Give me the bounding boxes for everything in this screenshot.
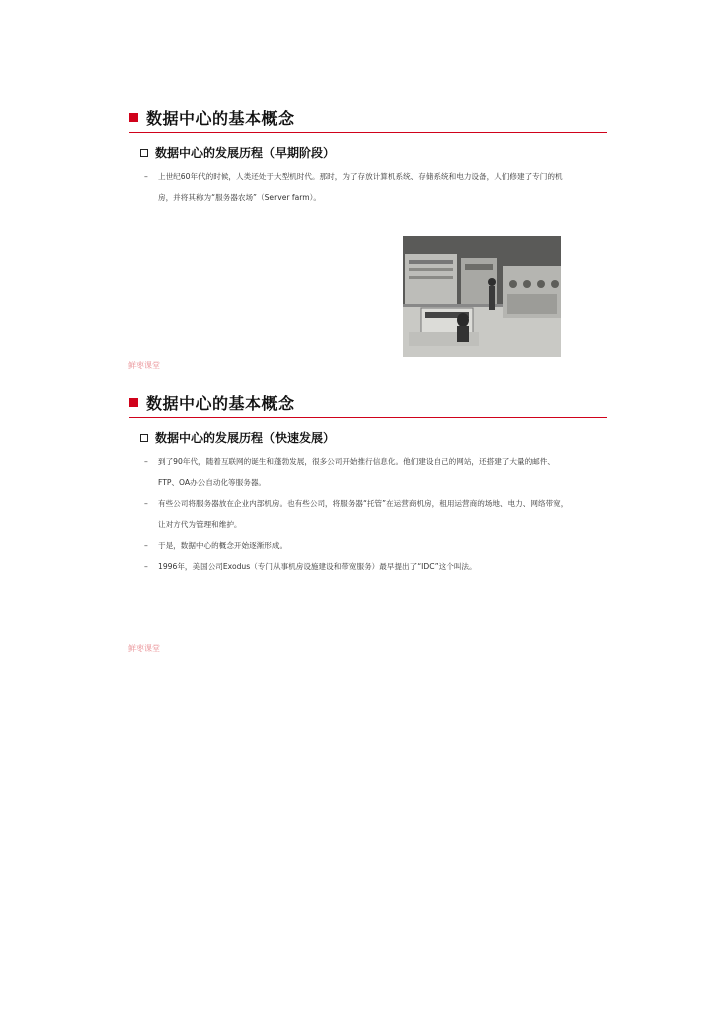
subtitle-row	[140, 144, 335, 161]
hollow-square-icon	[140, 149, 148, 157]
slide-rapid-development	[0, 385, 724, 665]
bullet-item: – 于是，数据中心的概念开始逐渐形成。	[144, 535, 574, 556]
slide-title-row	[129, 391, 295, 414]
slide-title: 数据中心的基本概念	[146, 109, 295, 128]
bullet-item: – 1996年，美国公司Exodus（专门从事机房设施建设和带宽服务）最早提出了“IDC”这个叫法。	[144, 556, 574, 577]
red-square-icon	[129, 398, 138, 407]
slide-subtitle: 数据中心的发展历程（快速发展）	[155, 431, 336, 445]
mainframe-room-photo	[403, 236, 561, 357]
slide-early-stage	[0, 100, 724, 380]
title-divider	[129, 417, 607, 418]
footer-brand: 鲜枣课堂	[128, 644, 160, 653]
subtitle-row	[140, 429, 335, 446]
hollow-square-icon	[140, 434, 148, 442]
red-square-icon	[129, 113, 138, 122]
bullet-list	[144, 166, 574, 208]
footer-brand: 鲜枣课堂	[128, 361, 160, 370]
slide-title-row	[129, 106, 295, 129]
title-divider	[129, 132, 607, 133]
slide-title: 数据中心的基本概念	[146, 394, 295, 413]
bullet-item: – 有些公司将服务器放在企业内部机房。也有些公司，将服务器“托管”在运营商机房，租用运营商的场地、电力、网络带宽，让对方代为管理和维护。	[144, 493, 574, 535]
bullet-item: – 到了90年代，随着互联网的诞生和蓬勃发展，很多公司开始推行信息化。他们建设自己的网站，还搭建了大量的邮件、FTP、OA办公自动化等服务器。	[144, 451, 574, 493]
bullet-list	[144, 451, 574, 577]
slide-subtitle: 数据中心的发展历程（早期阶段）	[155, 146, 336, 160]
bullet-item: – 上世纪60年代的时候，人类还处于大型机时代。那时，为了存放计算机系统、存储系统和电力设备，人们修建了专门的机房，并将其称为“服务器农场”（Server farm）。	[144, 166, 574, 208]
